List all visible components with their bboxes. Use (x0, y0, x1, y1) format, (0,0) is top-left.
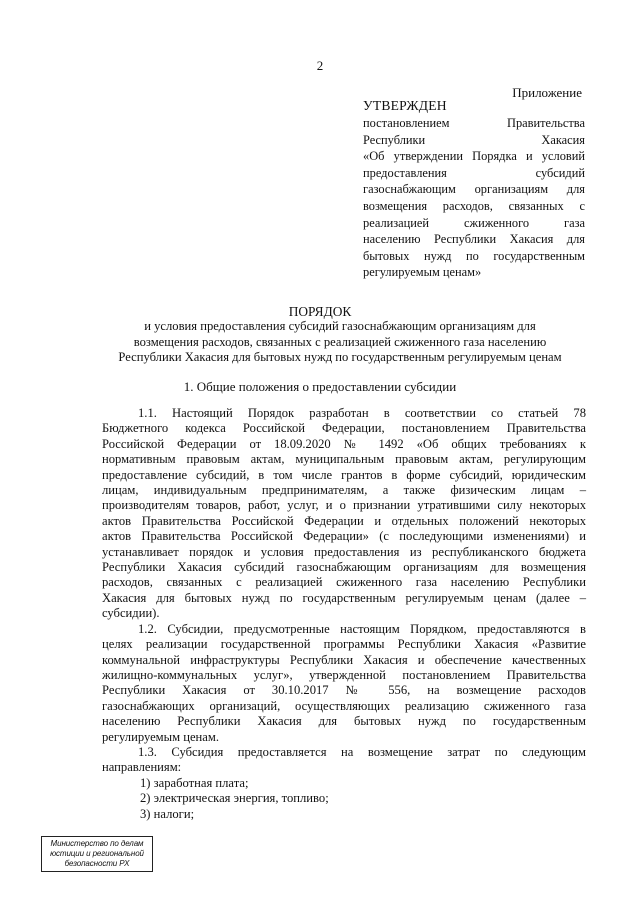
approval-line: бытовых нужд по государственным (363, 248, 585, 263)
approval-line: регулируемым ценам» (363, 265, 482, 280)
paragraph-1-2-line: целях реализации государственной программы Республики Хакасия «Развитие (102, 637, 586, 652)
appendix-label: Приложение (512, 85, 582, 100)
paragraph-1-1-line: нормативным правовым актам, муниципальным правовым актам, регулирующим (102, 452, 586, 467)
approval-title: УТВЕРЖДЕН (363, 98, 447, 113)
paragraph-1-2-line: газоснабжающих организаций, осуществляющих реализацию сжиженного газа (102, 698, 586, 713)
list-item: 3) налоги; (140, 806, 195, 821)
paragraph-1-2-line: населению Республики Хакасия для бытовых нужд по государственным (102, 714, 586, 729)
paragraph-1-1-line: Хакасия для бытовых нужд по государственным регулируемым ценам (далее – (102, 590, 586, 605)
list-item: 2) электрическая энергия, топливо; (140, 791, 329, 806)
section-heading: 1. Общие положения о предоставлении субсидии (183, 379, 457, 394)
subtitle-line: и условия предоставления субсидий газоснабжающим организациям для (144, 319, 536, 333)
stamp-line: безопасности РХ (64, 859, 130, 868)
approval-line: предоставления субсидий (363, 165, 585, 180)
approval-line: реализацией сжиженного газа (363, 215, 585, 230)
subtitle-line: Республики Хакасия для бытовых нужд по государственным регулируемым ценам (118, 350, 562, 365)
paragraph-1-1-line: Республики Хакасия субсидий газоснабжающим организациям для возмещения (102, 560, 586, 575)
paragraph-1-2-line: Республики Хакасия от 30.10.2017 № 556, на возмещение расходов (102, 683, 586, 698)
approval-block (363, 97, 585, 281)
paragraph-1-2-line: коммунальной инфраструктуры Республики Хакасия и обеспечение качественных (102, 652, 586, 667)
page-number: 2 (316, 58, 324, 73)
paragraph-1-1-line: Российской Федерации от 18.09.2020 № 1492 «Об общих требованиях к (102, 436, 586, 451)
ministry-stamp (41, 836, 153, 872)
stamp-line: юстиции и региональной (50, 849, 144, 858)
paragraph-1-2-line: 1.2. Субсидии, предусмотренные настоящим Порядком, предоставляются в (138, 621, 586, 636)
paragraph-1-1-line: устанавливает порядок и условия предоставления из республиканского бюджета (102, 544, 586, 559)
paragraph-1-1-line: расходов, связанных с реализацией сжиженного газа населению Республики (102, 575, 586, 590)
paragraph-1-1-line: субсидии). (102, 606, 160, 621)
list-item: 1) заработная плата; (140, 775, 249, 790)
approval-line: Республики Хакасия (363, 132, 585, 147)
paragraph-1-2-line: регулируемым ценам. (102, 729, 219, 744)
approval-line: постановлением Правительства (363, 116, 585, 130)
paragraph-1-1-line: предоставление субсидий, в том числе грантов в форме субсидий, юридическим (102, 467, 586, 482)
approval-line: газоснабжающим организациям для (363, 182, 585, 197)
paragraph-1-1-line: актов Правительства Российской Федерации и отдельных положений некоторых (102, 513, 586, 528)
stamp-line: Министерство по делам (50, 839, 144, 848)
subtitle-line: возмещения расходов, связанных с реализацией сжиженного газа населению (133, 334, 547, 349)
paragraph-1-3-line: направлениям: (102, 760, 182, 775)
paragraph-1-3-line: 1.3. Субсидия предоставляется на возмещение затрат по следующим (138, 744, 586, 759)
paragraph-1-1-line: лицам, индивидуальным предпринимателям, а также физическим лицам – (102, 483, 586, 498)
approval-line: населению Республики Хакасия для (363, 232, 585, 247)
approval-line: «Об утверждении Порядка и условий (363, 149, 585, 164)
paragraph-1-1-line: актов Правительства Российской Федерации» (с последующими изменениями) и (102, 529, 586, 544)
paragraph-1-1-line: 1.1. Настоящий Порядок разработан в соответствии со статьей 78 (138, 406, 586, 420)
document-title: ПОРЯДОК (288, 304, 352, 319)
paragraph-1-1-line: Бюджетного кодекса Российской Федерации, постановлением Правительства (102, 421, 586, 436)
document-body (102, 406, 586, 822)
approval-line: возмещения расходов, связанных с (363, 198, 585, 213)
paragraph-1-2-line: жилищно-коммунальных услуг», утвержденной постановлением Правительства (102, 667, 586, 682)
document-subtitle (90, 319, 590, 366)
paragraph-1-1-line: производителям товаров, работ, услуг, и о признании утратившими силу некоторых (102, 498, 586, 513)
